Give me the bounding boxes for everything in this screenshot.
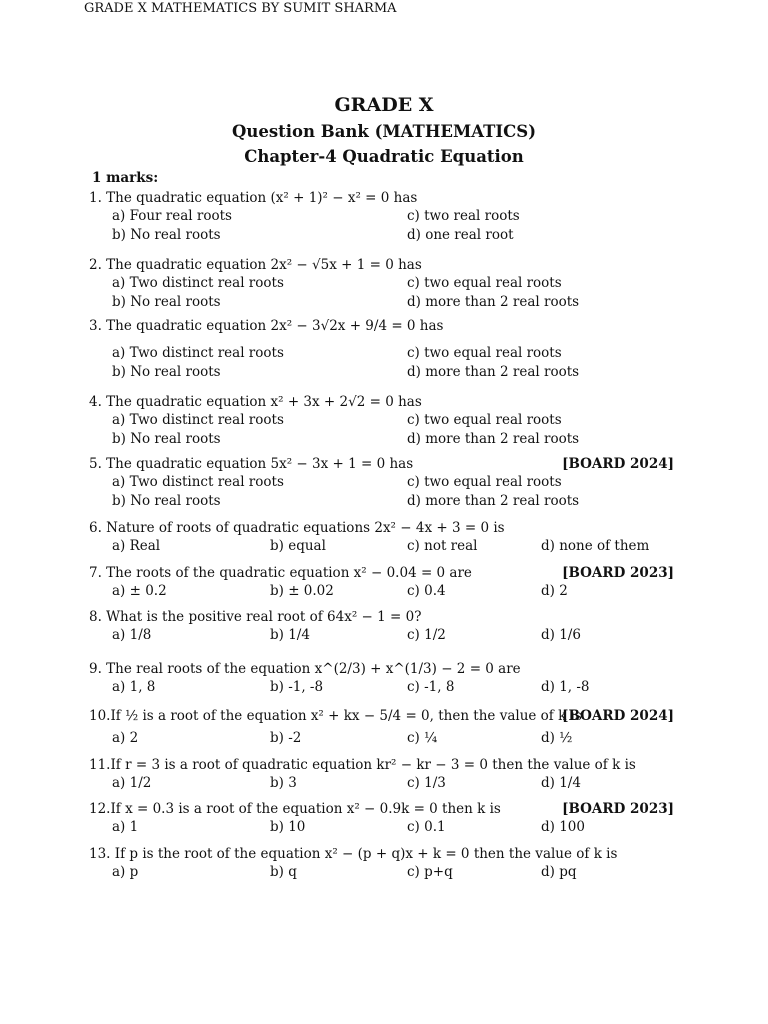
option-a: a) Two distinct real roots [112,412,284,428]
option-b: b) ± 0.02 [270,583,334,599]
option-d: d) 100 [541,819,585,835]
option-b: b) 10 [270,819,306,835]
option-b: b) q [270,864,297,880]
running-head: GRADE X MATHEMATICS BY SUMIT SHARMA [84,1,397,16]
option-b: b) equal [270,538,326,554]
option-a: a) 1 [112,819,139,835]
question-stem: 11.If r = 3 is a root of quadratic equation kr² − kr − 3 = 0 then the value of k is [89,757,636,773]
question-stem: 2. The quadratic equation 2x² − √5x + 1 = 0 has [89,257,422,273]
option-d: d) more than 2 real roots [407,364,580,380]
option-c: c) two equal real roots [407,412,562,428]
option-c: c) 0.1 [407,819,446,835]
question-12 [89,800,679,837]
option-a: a) Four real roots [112,208,232,224]
option-c: c) two equal real roots [407,474,562,490]
option-c: c) two real roots [407,208,520,224]
question-stem: 12.If x = 0.3 is a root of the equation x² − 0.9k = 0 then k is [89,801,501,817]
option-a: a) 1, 8 [112,679,156,695]
option-c: c) -1, 8 [407,679,455,695]
option-a: a) Two distinct real roots [112,474,284,490]
question-stem: 1. The quadratic equation (x² + 1)² − x² = 0 has [89,190,418,206]
question-7 [89,564,679,601]
option-d: d) 2 [541,583,568,599]
question-stem: 9. The real roots of the equation x^(2/3) + x^(1/3) − 2 = 0 are [89,661,521,677]
option-b: b) 3 [270,775,297,791]
question-6 [89,519,679,556]
question-stem: 10.If ½ is a root of the equation x² + kx − 5/4 = 0, then the value of k is [89,708,582,724]
question-3 [89,317,679,382]
question-11 [89,756,679,793]
question-stem: 13. If p is the root of the equation x² − (p + q)x + k = 0 then the value of k is [89,846,618,862]
option-b: b) No real roots [112,364,221,380]
option-c: c) two equal real roots [407,345,562,361]
option-a: a) Two distinct real roots [112,275,284,291]
option-a: a) ± 0.2 [112,583,167,599]
question-2 [89,256,679,312]
option-a: a) 1/8 [112,627,152,643]
option-b: b) 1/4 [270,627,310,643]
chapter-title: Chapter-4 Quadratic Equation [244,147,524,166]
option-c: c) 1/2 [407,627,446,643]
option-b: b) No real roots [112,493,221,509]
option-a: a) p [112,864,139,880]
question-bank-title: Question Bank (MATHEMATICS) [231,122,537,141]
option-c: c) 0.4 [407,583,446,599]
option-b: b) -1, -8 [270,679,324,695]
question-9 [89,660,679,697]
option-a: a) Two distinct real roots [112,345,284,361]
section-heading: 1 marks: [92,170,159,186]
option-b: b) No real roots [112,294,221,310]
option-b: b) No real roots [112,227,221,243]
question-4 [89,393,679,449]
option-d: d) more than 2 real roots [407,493,580,509]
question-stem: 4. The quadratic equation x² + 3x + 2√2 = 0 has [89,394,422,410]
question-13 [89,845,679,882]
question-10 [89,707,679,748]
option-a: a) 2 [112,730,139,746]
option-d: d) 1/4 [541,775,581,791]
question-stem: 7. The roots of the quadratic equation x² − 0.04 = 0 are [89,565,472,581]
board-tag: [BOARD 2023] [562,801,674,817]
grade-title: GRADE X [334,94,434,116]
option-b: b) No real roots [112,431,221,447]
option-d: d) pq [541,864,577,880]
option-c: c) 1/3 [407,775,446,791]
question-1 [89,189,679,245]
option-d: d) more than 2 real roots [407,294,580,310]
question-stem: 6. Nature of roots of quadratic equations 2x² − 4x + 3 = 0 is [89,520,505,536]
board-tag: [BOARD 2023] [562,565,674,581]
option-a: a) 1/2 [112,775,152,791]
option-c: c) p+q [407,864,453,880]
question-8 [89,608,679,645]
option-d: d) more than 2 real roots [407,431,580,447]
option-d: d) ½ [541,730,573,746]
option-d: d) one real root [407,227,514,243]
board-tag: [BOARD 2024] [562,456,674,472]
option-d: d) 1/6 [541,627,581,643]
option-c: c) ¼ [407,730,438,746]
option-c: c) two equal real roots [407,275,562,291]
board-tag: [BOARD 2024] [562,708,674,724]
option-d: d) none of them [541,538,650,554]
question-5 [89,455,679,511]
question-stem: 3. The quadratic equation 2x² − 3√2x + 9/4 = 0 has [89,318,444,334]
question-stem: 5. The quadratic equation 5x² − 3x + 1 = 0 has [89,456,414,472]
option-c: c) not real [407,538,478,554]
option-b: b) -2 [270,730,302,746]
question-stem: 8. What is the positive real root of 64x² − 1 = 0? [89,609,422,625]
option-d: d) 1, -8 [541,679,590,695]
option-a: a) Real [112,538,161,554]
